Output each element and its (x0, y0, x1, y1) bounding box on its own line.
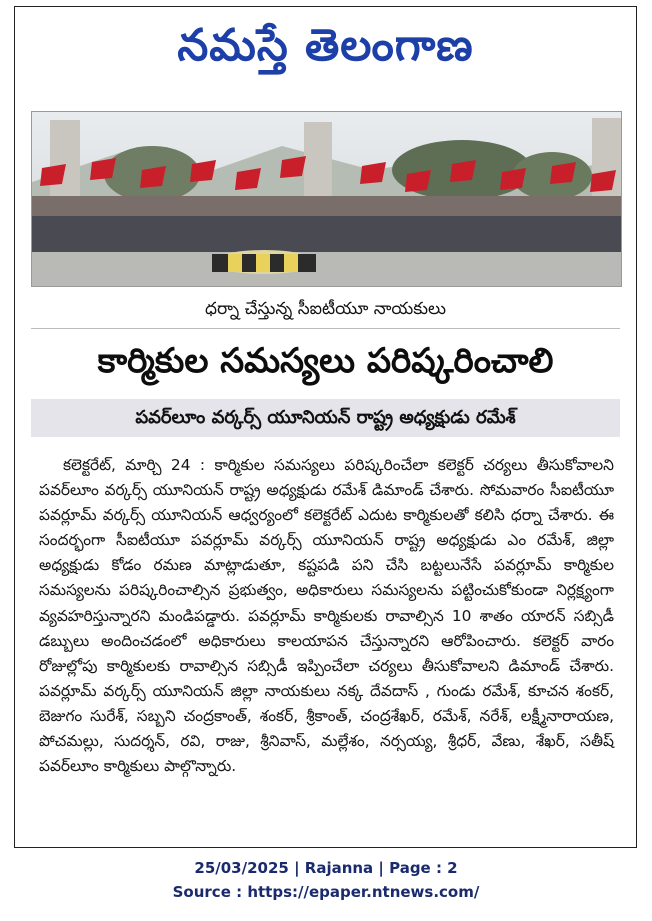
article-headline: కార్మికుల సమస్యలు పరిష్కరించాలి (97, 341, 554, 381)
source-link-line: Source : https://epaper.ntnews.com/ (172, 883, 480, 901)
edition-date-line: 25/03/2025 | Rajanna | Page : 2 (194, 859, 458, 877)
newspaper-masthead: నమస్తే తెలంగాణ (177, 20, 474, 71)
photo-caption: ధర్నా చేస్తున్న సీఐటీయూ నాయకులు (205, 299, 446, 319)
article-body (39, 453, 614, 779)
article-body-text: కలెక్టరేట్, మార్చి 24 : కార్మికుల సమస్యలు పరిష్కరించేలా కలెక్టర్ చర్యలు తీసుకోవాలని పవర్‌లూం వర్కర్స్ యూనియన్ రాష్ట్ర అధ్యక్షుడు రమేశ్ డిమాండ్ చేశారు. సోమవారం సీఐటీయూ పవర్లూమ్ వర్కర్స్ యూనియన్ ఆధ్వర్యంలో కలెక్టరేట్ ఎదుట కార్మికులతో కలిసి ధర్నా చేశారు. ఈ సందర్భంగా సీఐటీయూ పవర్లూమ్ వర్కర్స్ యూనియన్ రాష్ట్ర అధ్యక్షుడు ఎం రమేశ్, జిల్లా అధ్యక్షుడు కోడం రమణ మాట్లాడుతూ, కష్టపడి పని చేసి బట్టలునేసే పవర్లూమ్ కార్మికుల సమస్యలను పరిష్కరించాల్సిన ప్రభుత్వం, అధికారులు సమస్యలను పట్టించుకోకుండా నిర్లక్ష్యంగా వ్యవహరిస్తున్నారని మండిపడ్డారు. పవర్లూమ్ కార్మికులకు రావాల్సిన 10 శాతం యారన్ సబ్సిడీ డబ్బులు అందించడంలో అధికారులు కాలయాపన చేస్తున్నారని ఆరోపించారు. కలెక్టర్ వారం రోజుల్లోపు కార్మికులకు రావాల్సిన సబ్సిడీ ఇప్పించేలా చర్యలు తీసుకోవాలని డిమాండ్ చేశారు. పవర్లూమ్ వర్కర్స్ యూనియన్ జిల్లా నాయకులు నక్క దేవదాస్ , గుండు రమేశ్, కూచన శంకర్, బెజుగం సురేశ్, సబ్బని చంద్రకాంత్, శంకర్, శ్రీకాంత్, చంద్రశేఖర్, రమేశ్, నరేశ్, లక్ష్మీనారాయణ, పోచమల్లు, సుదర్శన్, రవి, రాజు, శ్రీనివాస్, మల్లేశం, నర్సయ్య, శ్రీధర్, వేణు, శేఖర్, సతీష్ పవర్‌లూం కార్మికులు పాల్గొన్నారు. (39, 456, 614, 776)
newspaper-clipping (14, 6, 637, 848)
news-photo (31, 111, 622, 287)
article-subheadline: పవర్‌లూం వర్కర్స్ యూనియన్ రాష్ట్ర అధ్యక్షుడు రమేశ్ (31, 399, 620, 437)
caption-divider (31, 328, 620, 329)
protest-photo-illustration (32, 112, 622, 287)
